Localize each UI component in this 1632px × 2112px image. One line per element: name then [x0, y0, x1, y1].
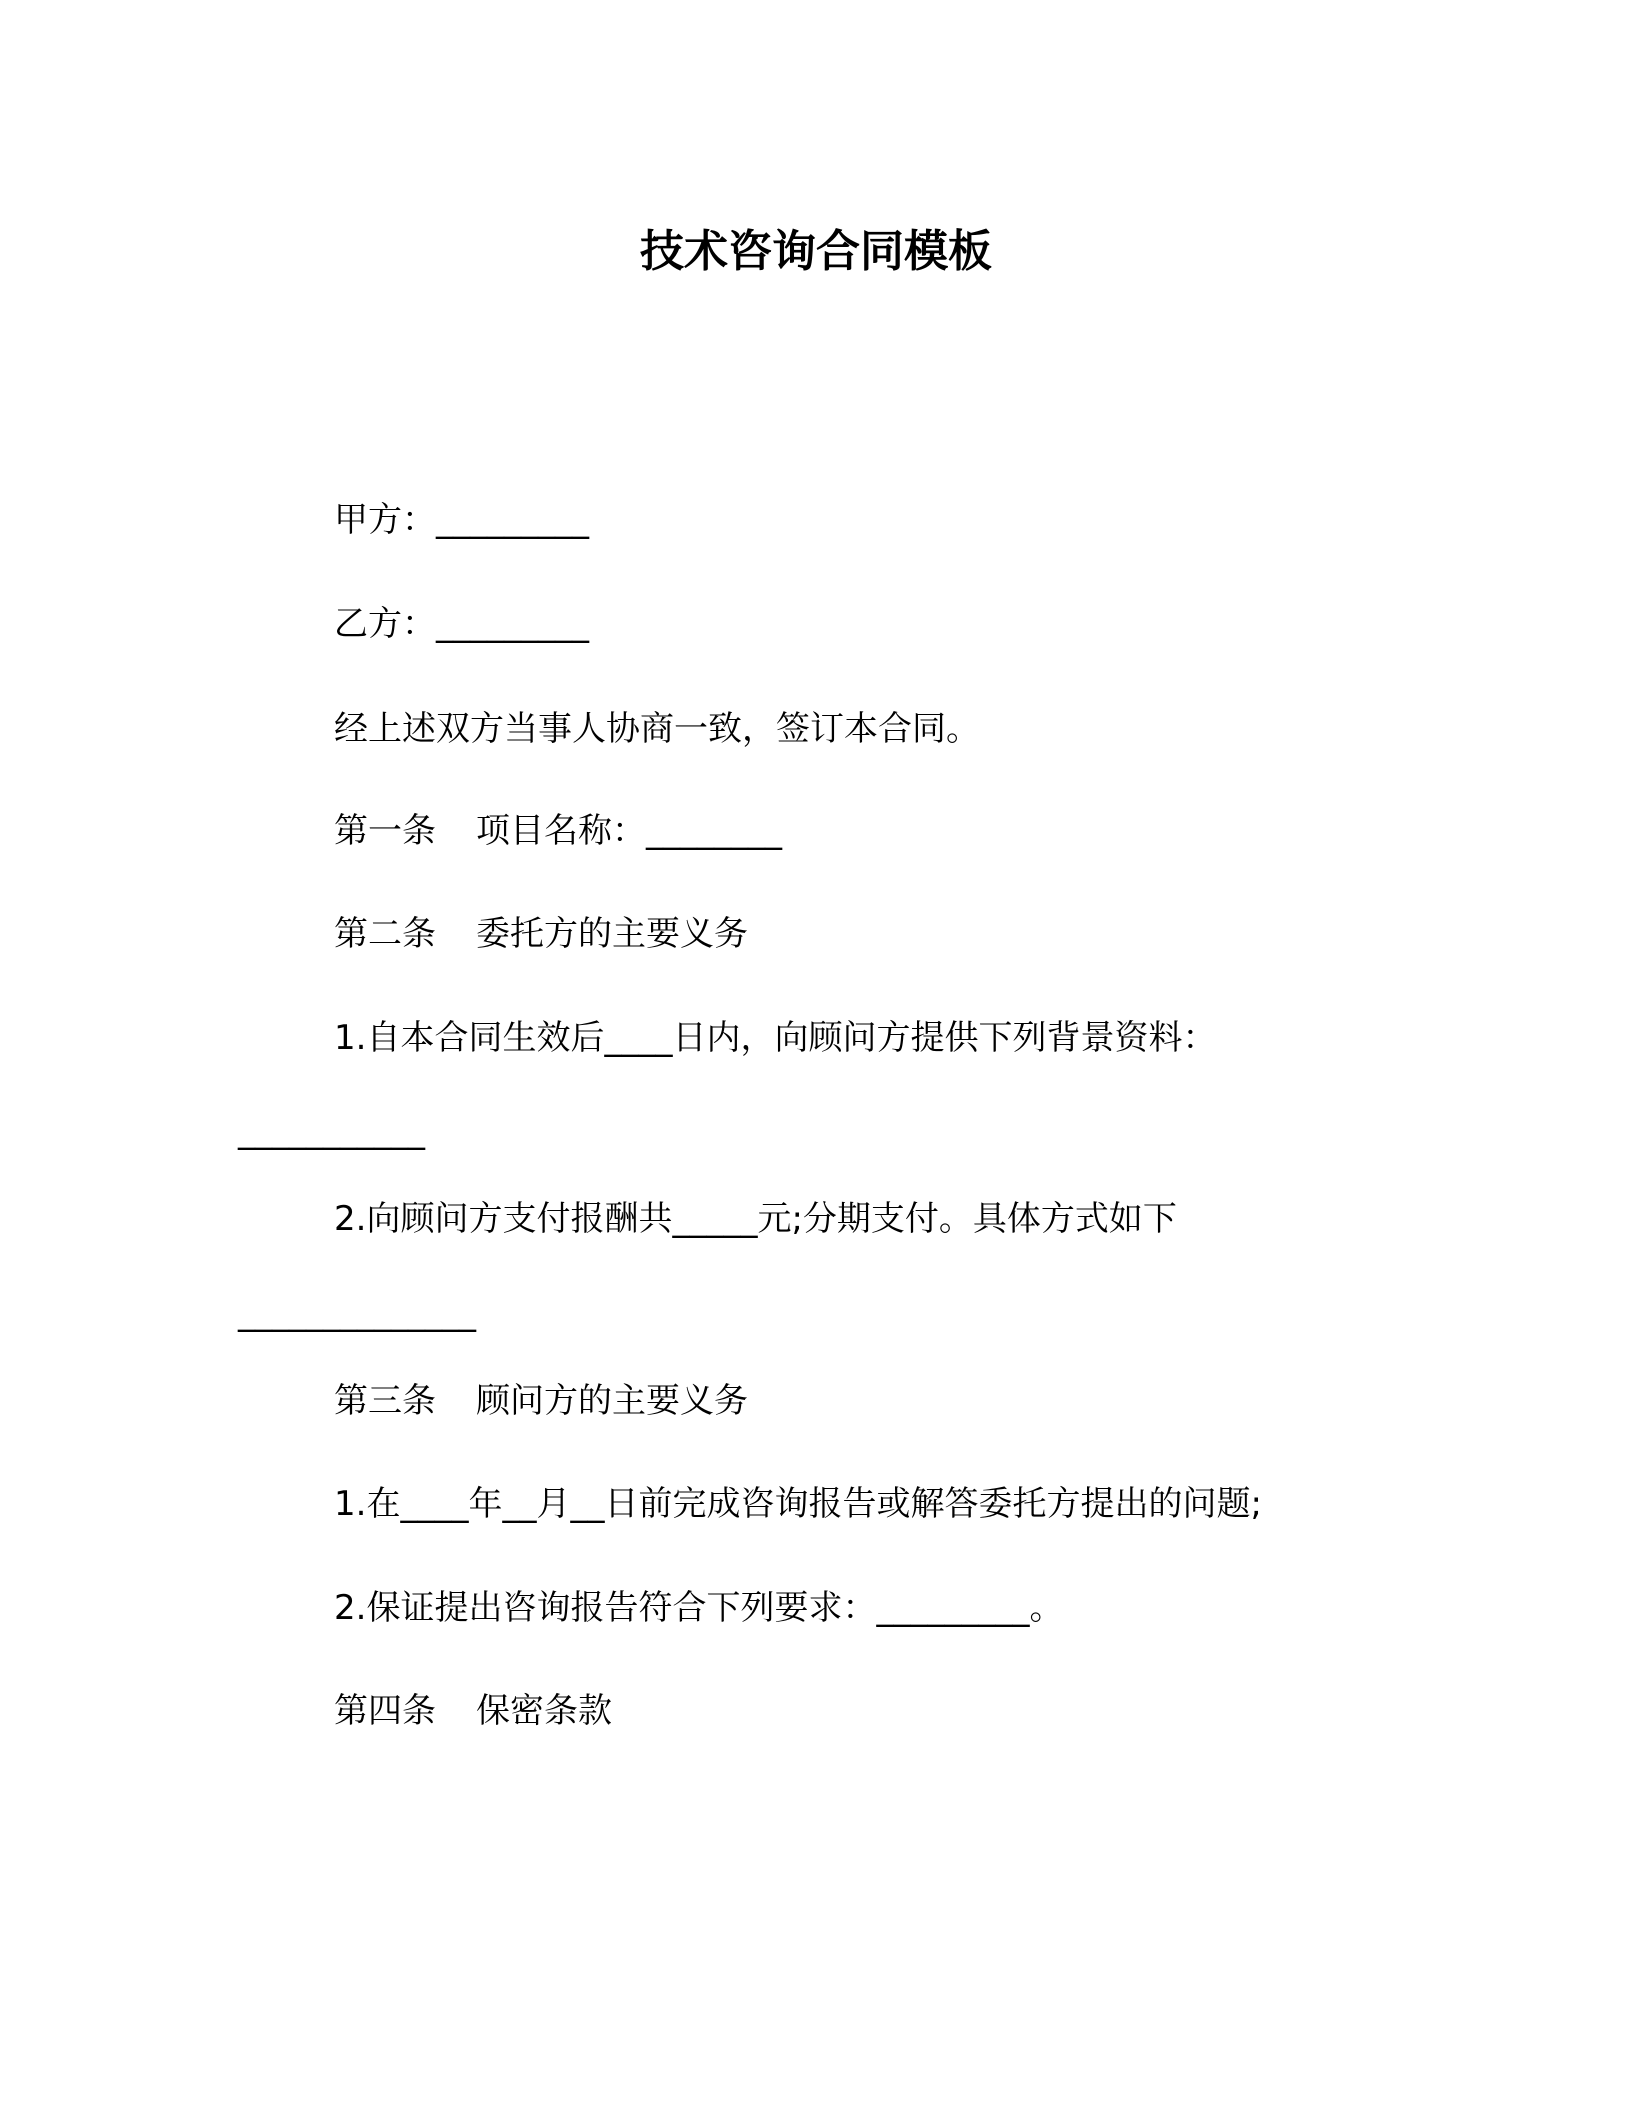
article-4-number: 第四条 [334, 1691, 436, 1731]
party-b-line: 乙方：_________ [334, 604, 589, 644]
article-3-text: 顾问方的主要义务 [476, 1381, 748, 1421]
article-4-text: 保密条款 [476, 1691, 612, 1731]
article-2-item-2: 2.向顾问方支付报酬共_____元;分期支付。具体方式如下 [334, 1199, 1177, 1239]
party-a-line: 甲方：_________ [334, 500, 589, 540]
article-2 [334, 911, 748, 957]
document-title: 技术咨询合同模板 [640, 226, 992, 277]
article-3-number: 第三条 [334, 1381, 436, 1421]
article-1-text: 项目名称：________ [476, 811, 782, 851]
intro-paragraph: 经上述双方当事人协商一致，签订本合同。 [334, 709, 980, 749]
article-1-number: 第一条 [334, 811, 436, 851]
article-3-item-2: 2.保证提出咨询报告符合下列要求：_________。 [334, 1588, 1064, 1628]
article-4 [334, 1688, 612, 1734]
article-2-text: 委托方的主要义务 [476, 914, 748, 954]
article-2-item-2-continuation: ______________ [238, 1293, 476, 1333]
article-2-item-1-continuation: ___________ [238, 1111, 425, 1151]
article-3 [334, 1378, 748, 1424]
article-2-item-1: 1.自本合同生效后____日内，向顾问方提供下列背景资料： [334, 1018, 1217, 1058]
article-1 [334, 808, 782, 854]
article-3-item-1: 1.在____年__月__日前完成咨询报告或解答委托方提出的问题; [334, 1484, 1262, 1524]
article-2-number: 第二条 [334, 914, 436, 954]
